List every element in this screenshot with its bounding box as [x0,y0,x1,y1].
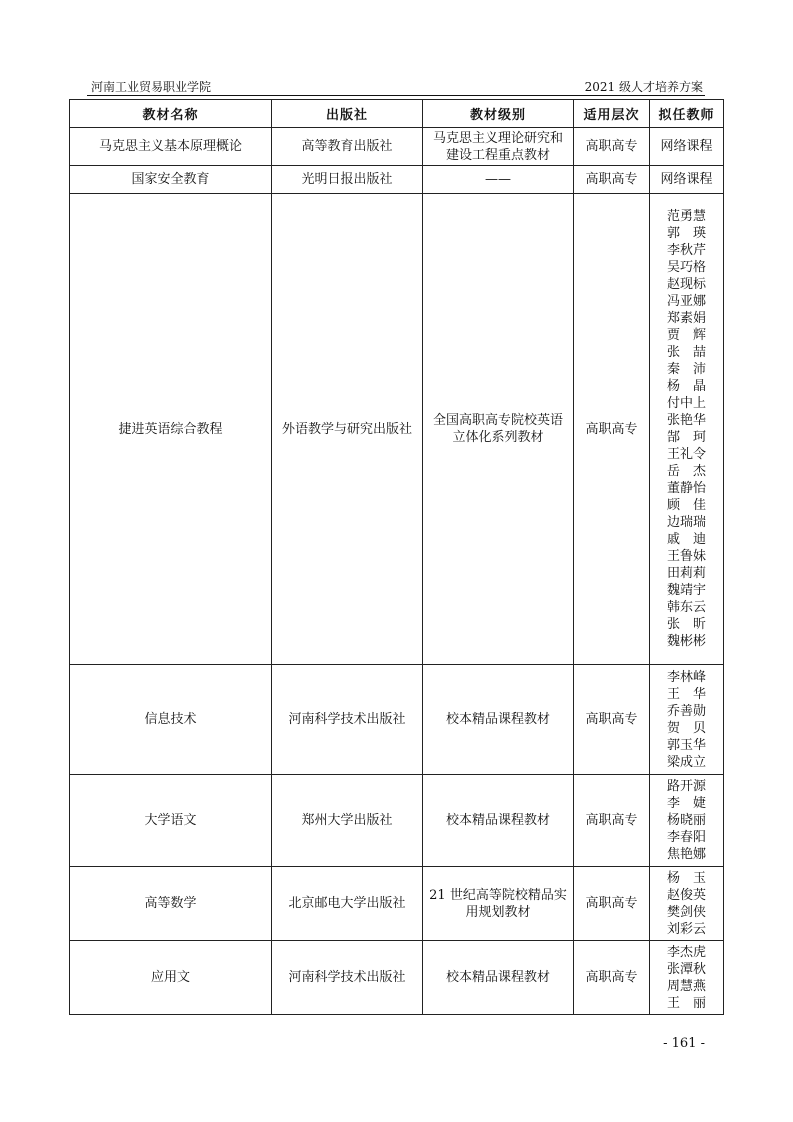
cell-layer: 高职高专 [574,867,650,941]
table-row [70,867,724,941]
cell-level: 校本精品课程教材 [423,665,574,775]
teacher-name: 张潭秋 [666,961,706,977]
teacher-name: 魏彬彬 [666,634,706,649]
cell-level: 全国高职高专院校英语立体化系列教材 [423,194,574,665]
cell-publisher: 外语教学与研究出版社 [272,194,423,665]
teacher-name: 戚 迪 [666,532,706,547]
cell-level: —— [423,166,574,194]
cell-name: 国家安全教育 [70,166,272,194]
cell-publisher: 河南科学技术出版社 [272,665,423,775]
cell-publisher: 光明日报出版社 [272,166,423,194]
teacher-name: 李林峰 [666,669,706,685]
table-row [70,775,724,867]
teacher-name: 赵俊英 [666,887,706,903]
cell-layer: 高职高专 [574,166,650,194]
teacher-name: 樊剑侠 [666,904,706,920]
teacher-name: 王 丽 [666,995,706,1011]
teacher-name: 李春阳 [666,830,706,845]
cell-name: 应用文 [70,941,272,1015]
col-header-publisher: 出版社 [272,100,423,128]
cell-layer: 高职高专 [574,194,650,665]
teacher-name: 付中上 [666,396,706,411]
col-header-layer: 适用层次 [574,100,650,128]
cell-publisher: 郑州大学出版社 [272,775,423,867]
cell-level: 21 世纪高等院校精品实用规划教材 [423,867,574,941]
teacher-name: 李杰虎 [666,944,706,960]
cell-teachers [650,867,724,941]
table-row [70,128,724,166]
teacher-name: 冯亚娜 [666,294,706,309]
cell-publisher: 北京邮电大学出版社 [272,867,423,941]
cell-teachers: 网络课程 [650,128,724,166]
teacher-name: 王 华 [666,686,706,702]
table-row [70,941,724,1015]
teacher-name: 郭 瑛 [666,226,706,241]
teacher-name: 杨晓丽 [666,813,706,828]
cell-layer: 高职高专 [574,941,650,1015]
teacher-name: 李秋芹 [666,243,706,258]
teacher-name: 边瑞瑞 [666,515,706,530]
teacher-name: 王鲁妹 [666,549,706,564]
table-row [70,665,724,775]
teacher-name: 岳 杰 [666,464,706,479]
cell-name: 信息技术 [70,665,272,775]
cell-teachers [650,194,724,665]
teacher-name: 顾 佳 [666,498,706,513]
page-header [87,78,705,96]
teacher-name: 焦艳娜 [666,847,706,862]
cell-layer: 高职高专 [574,665,650,775]
teacher-name: 杨 晶 [666,379,706,394]
plan-title: 2021 级人才培养方案 [584,80,703,94]
teacher-name: 吴巧格 [666,260,706,275]
teacher-name: 乔善勋 [666,703,706,719]
teacher-name: 贾 辉 [666,328,706,343]
teacher-name: 郭玉华 [666,737,706,753]
teacher-name: 周慧燕 [666,978,706,994]
teacher-name: 张艳华 [666,413,706,428]
teacher-name: 赵现标 [666,277,706,292]
teacher-name: 刘彩云 [666,921,706,937]
teacher-name: 杨 玉 [666,870,706,886]
cell-level: 马克思主义理论研究和建设工程重点教材 [423,128,574,166]
cell-teachers [650,941,724,1015]
cell-publisher: 河南科学技术出版社 [272,941,423,1015]
col-header-name: 教材名称 [70,100,272,128]
col-header-teachers: 拟任教师 [650,100,724,128]
page-number: - 161 - [663,1036,705,1051]
textbook-table [69,99,724,1015]
cell-teachers [650,665,724,775]
teacher-name: 路开源 [666,779,706,794]
cell-name: 高等数学 [70,867,272,941]
table-row [70,194,724,665]
teacher-name: 郑素娟 [666,311,706,326]
teacher-name: 田莉莉 [666,566,706,581]
cell-teachers [650,775,724,867]
table-header-row [70,100,724,128]
teacher-name: 王礼令 [666,447,706,462]
teacher-name: 贺 贝 [666,720,706,736]
teacher-name: 郜 珂 [666,430,706,445]
cell-teachers: 网络课程 [650,166,724,194]
cell-publisher: 高等教育出版社 [272,128,423,166]
cell-level: 校本精品课程教材 [423,775,574,867]
teacher-name: 李 婕 [666,796,706,811]
teacher-name: 韩东云 [666,600,706,615]
teacher-name: 张 昕 [666,617,706,632]
cell-name: 大学语文 [70,775,272,867]
cell-layer: 高职高专 [574,128,650,166]
teacher-name: 董静怡 [666,481,706,496]
school-name: 河南工业贸易职业学院 [91,80,212,94]
cell-name: 捷进英语综合教程 [70,194,272,665]
teacher-name: 张 喆 [666,345,706,360]
col-header-level: 教材级别 [423,100,574,128]
cell-layer: 高职高专 [574,775,650,867]
teacher-name: 魏靖宇 [666,583,706,598]
teacher-name: 范勇慧 [666,209,706,224]
cell-name: 马克思主义基本原理概论 [70,128,272,166]
cell-level: 校本精品课程教材 [423,941,574,1015]
teacher-name: 梁成立 [666,754,706,770]
table-row [70,166,724,194]
teacher-name: 秦 沛 [666,362,706,377]
